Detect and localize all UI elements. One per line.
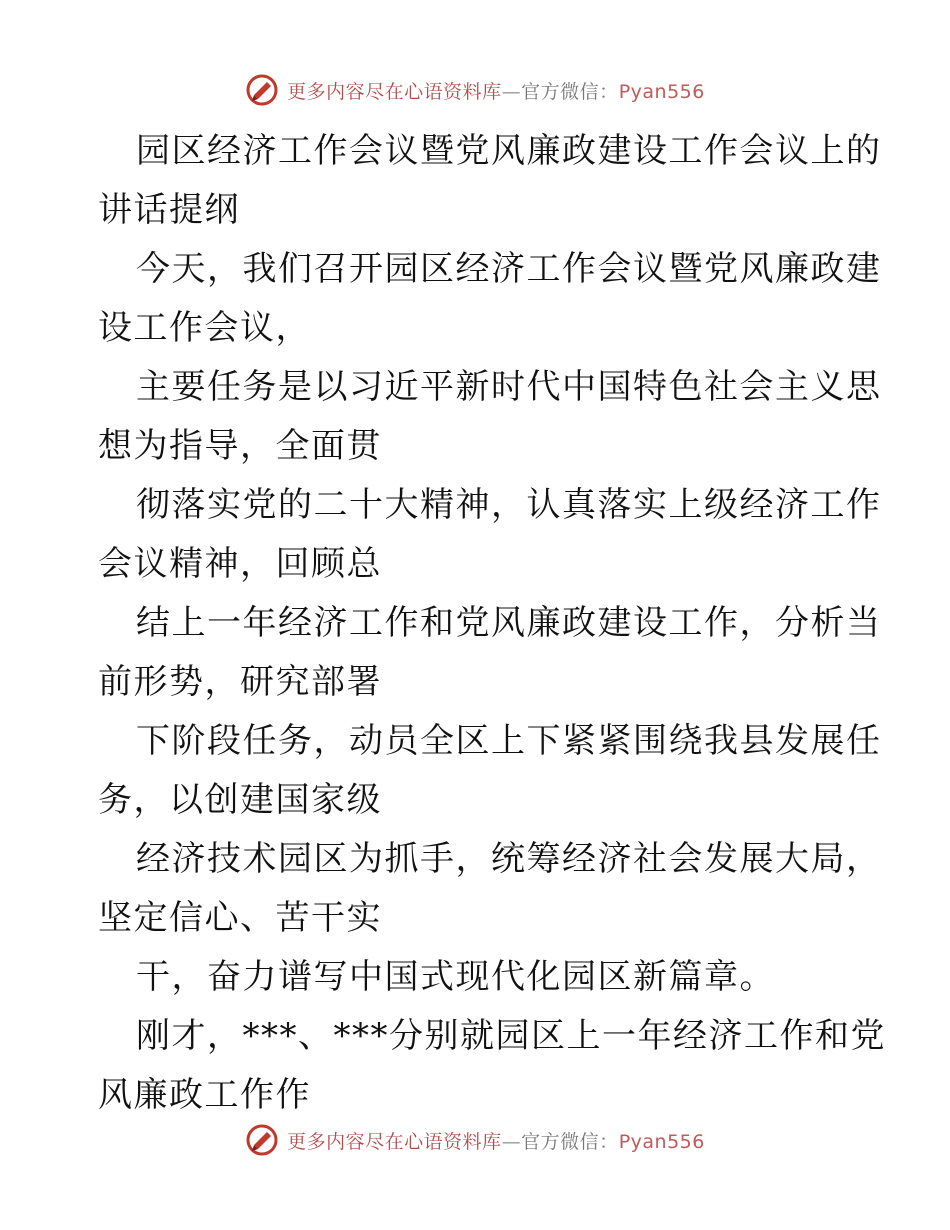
paragraph-line-rest: 设工作会议， xyxy=(98,308,311,348)
footer-banner xyxy=(0,1120,950,1160)
paragraph-line-rest: 会议精神，回顾总 xyxy=(98,544,382,584)
paragraph-line-rest: 风廉政工作作 xyxy=(98,1075,311,1115)
paragraph xyxy=(98,948,858,1007)
paragraph-line-first: 彻落实党的二十大精神，认真落实上级经济工作 xyxy=(136,485,882,525)
paragraph-line-first: 结上一年经济工作和党风廉政建设工作，分析当 xyxy=(136,603,882,643)
paragraph-line-rest: 前形势，研究部署 xyxy=(98,662,382,702)
paragraph-line-first: 刚才，***、***分别就园区上一年经济工作和党 xyxy=(136,1016,886,1056)
paragraph-line-rest: 讲话提纲 xyxy=(98,190,240,230)
header-banner-text xyxy=(287,77,705,104)
header-dash: — xyxy=(501,80,522,103)
paragraph-line-rest: 想为指导，全面贯 xyxy=(98,426,382,466)
header-wechat-label: 官方微信： xyxy=(521,80,619,103)
paragraph-line-rest: 务，以创建国家级 xyxy=(98,780,382,820)
footer-banner-text xyxy=(287,1127,705,1154)
paragraph-line-rest: 坚定信心、苦干实 xyxy=(98,898,382,938)
paragraph xyxy=(98,712,882,830)
paragraph-line-first: 主要任务是以习近平新时代中国特色社会主义思 xyxy=(136,367,882,407)
paragraph xyxy=(98,594,882,712)
paragraph xyxy=(98,476,882,594)
xinyu-logo-icon xyxy=(245,73,279,107)
footer-dash: — xyxy=(501,1130,522,1153)
paragraph-line-first: 下阶段任务，动员全区上下紧紧围绕我县发展任 xyxy=(136,721,882,761)
footer-wechat-label: 官方微信： xyxy=(521,1130,619,1153)
footer-wechat-id: Pyan556 xyxy=(618,1130,705,1153)
paragraph-line-first: 经济技术园区为抓手，统筹经济社会发展大局， xyxy=(136,839,882,879)
paragraph-line-first: 园区经济工作会议暨党风廉政建设工作会议上的 xyxy=(136,131,882,171)
footer-site-text: 更多内容尽在心语资料库 xyxy=(287,1130,502,1153)
xinyu-logo-icon xyxy=(245,1123,279,1157)
paragraph xyxy=(98,830,882,948)
header-site-text: 更多内容尽在心语资料库 xyxy=(287,80,502,103)
paragraph xyxy=(98,358,882,476)
paragraph-line-first: 今天，我们召开园区经济工作会议暨党风廉政建 xyxy=(136,249,882,289)
paragraph xyxy=(98,1007,886,1125)
header-banner xyxy=(0,70,950,110)
paragraph-line-first: 干，奋力谱写中国式现代化园区新篇章。 xyxy=(136,957,775,997)
header-wechat-id: Pyan556 xyxy=(618,80,705,103)
paragraph xyxy=(98,240,882,358)
document-body xyxy=(98,122,886,1125)
paragraph-title xyxy=(98,122,882,240)
